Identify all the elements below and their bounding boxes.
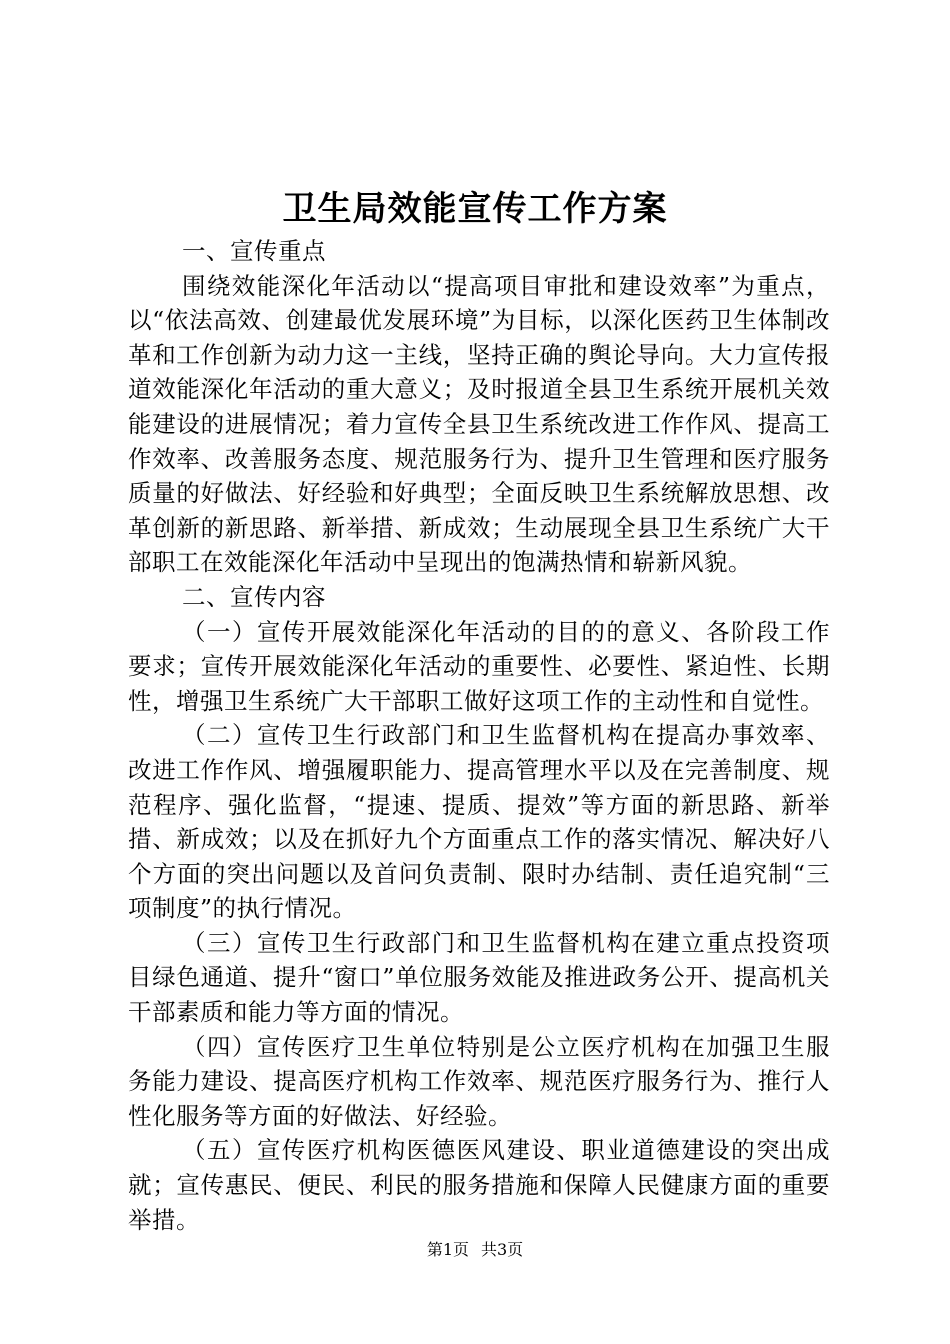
document-title: 卫生局效能宣传工作方案 xyxy=(282,189,668,229)
paragraph-item-4: （四）宣传医疗卫生单位特别是公立医疗机构在加强卫生服务能力建设、提高医疗机构工作效率、规范医疗服务行为、推行人性化服务等方面的好做法、好经验。 xyxy=(128,1032,830,1130)
section-heading-focus: 一、宣传重点 xyxy=(182,237,327,265)
page-footer xyxy=(0,1239,950,1261)
page-number: 第1页 xyxy=(426,1240,469,1259)
paragraph-item-1: （一）宣传开展效能深化年活动的目的的意义、各阶段工作要求；宣传开展效能深化年活动的重要性、必要性、紧迫性、长期性，增强卫生系统广大干部职工做好这项工作的主动性和自觉性。 xyxy=(128,617,830,715)
paragraph-focus-detail: 围绕效能深化年活动以“提高项目审批和建设效率”为重点，以“依法高效、创建最优发展环境”为目标，以深化医药卫生体制改革和工作创新为动力这一主线，坚持正确的舆论导向。大力宣传报道效能深化年活动的重大意义；及时报道全县卫生系统开展机关效能建设的进展情况；着力宣传全县卫生系统改进工作作风、提高工作效率、改善服务态度、规范服务行为、提升卫生管理和医疗服务质量的好做法、好经验和好典型；全面反映卫生系统解放思想、改革创新的新思路、新举措、新成效；生动展现全县卫生系统广大干部职工在效能深化年活动中呈现出的饱满热情和崭新风貌。 xyxy=(128,271,830,577)
page-total: 共3页 xyxy=(481,1240,524,1259)
paragraph-item-5: （五）宣传医疗机构医德医风建设、职业道德建设的突出成就；宣传惠民、便民、利民的服务措施和保障人民健康方面的重要举措。 xyxy=(128,1136,830,1234)
paragraph-item-3: （三）宣传卫生行政部门和卫生监督机构在建立重点投资项目绿色通道、提升“窗口”单位服务效能及推进政务公开、提高机关干部素质和能力等方面的情况。 xyxy=(128,928,830,1027)
paragraph-item-2: （二）宣传卫生行政部门和卫生监督机构在提高办事效率、改进工作作风、增强履职能力、提高管理水平以及在完善制度、规范程序、强化监督，“提速、提质、提效”等方面的新思路、新举措、新成效；以及在抓好九个方面重点工作的落实情况、解决好八个方面的突出问题以及首问负责制、限时办结制、责任追究制“三项制度”的执行情况。 xyxy=(128,721,830,923)
section-heading-content: 二、宣传内容 xyxy=(182,582,327,611)
document-body xyxy=(128,234,830,1237)
